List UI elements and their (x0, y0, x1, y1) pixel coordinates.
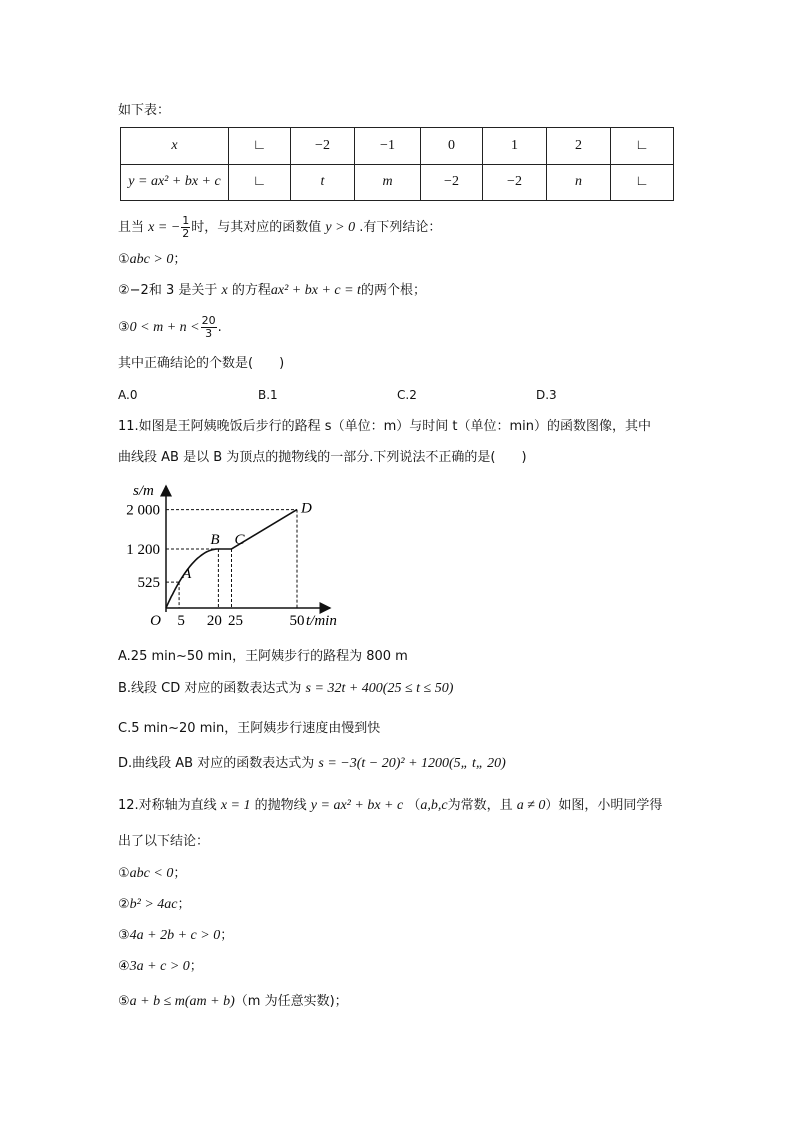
q12-stem-line-1 (118, 797, 662, 815)
text: （ (407, 798, 421, 813)
q10-option-a: A.0 (118, 388, 138, 402)
table-cell: m (355, 164, 421, 201)
circled-number: ② (118, 897, 130, 912)
fraction-denominator: 2 (182, 227, 190, 240)
circled-number: ① (118, 252, 130, 267)
x-tick-label: 5 (177, 613, 185, 628)
point-label: C (234, 531, 245, 548)
q10-statement-3 (118, 315, 222, 340)
x-tick-label: 25 (228, 613, 243, 628)
text: ； (189, 959, 203, 974)
q10-option-d: D.3 (536, 388, 557, 402)
text: −2和 3 是关于 (129, 283, 218, 298)
math: 3a + c > 0 (129, 959, 190, 974)
math: x = 1 (220, 798, 251, 813)
q10-statement-2 (118, 282, 426, 300)
math: abc > 0 (129, 252, 174, 267)
math: 4a + 2b + c > 0 (129, 928, 221, 943)
text: 时，与其对应的函数值 (191, 220, 322, 235)
table-row (121, 164, 674, 201)
text: ； (220, 928, 234, 943)
fraction (201, 315, 217, 340)
text: 12.对称轴为直线 (118, 798, 217, 813)
y-tick-label: 525 (137, 575, 160, 592)
value-table (120, 127, 674, 201)
fraction-denominator: 3 (205, 327, 213, 340)
text: 且当 (118, 220, 145, 235)
circled-number: ③ (118, 928, 130, 943)
text: 的方程 (231, 283, 271, 298)
q10-option-b: B.1 (258, 388, 278, 402)
text: .有下列结论： (359, 220, 442, 235)
text: 的两个根； (360, 283, 426, 298)
q10-condition (118, 215, 441, 240)
text: ）如图，小明同学得 (545, 798, 663, 813)
q11-option-d (118, 755, 506, 773)
intro-text: 如下表： (118, 103, 171, 118)
point-label: A (182, 566, 192, 583)
table-cell: x (121, 128, 229, 165)
q12-conclusion-2 (118, 896, 191, 914)
circled-number: ⑤ (118, 994, 130, 1009)
text: D.曲线段 AB 对应的函数表达式为 (118, 756, 315, 771)
y-tick-label: 2 000 (126, 502, 160, 519)
distance-curve (166, 510, 297, 608)
q12-stem-line-2: 出了以下结论： (118, 834, 210, 849)
math: a ≠ 0 (516, 798, 546, 813)
fraction (181, 215, 190, 240)
fraction-numerator: 20 (201, 314, 216, 327)
math: x (221, 283, 228, 298)
table-cell: −1 (355, 128, 421, 165)
table-cell: −2 (483, 164, 547, 201)
q10-question: 其中正确结论的个数是( ) (118, 356, 285, 371)
table-cell: −2 (291, 128, 355, 165)
math: s = 32t + 400(25 ≤ t ≤ 50) (305, 681, 454, 696)
q12-conclusion-3 (118, 927, 233, 945)
math: x = − (148, 220, 181, 235)
math: b² > 4ac (129, 897, 178, 912)
q11-stem-line-2: 曲线段 AB 是以 B 为顶点的抛物线的一部分.下列说法不正确的是( ) (118, 450, 527, 465)
text: B.线段 CD 对应的函数表达式为 (118, 681, 302, 696)
circled-number: ① (118, 866, 130, 881)
table-cell: y = ax² + bx + c (121, 164, 229, 201)
table-row (121, 128, 674, 165)
x-tick-label: 20 (206, 613, 222, 628)
math: y > 0 (325, 220, 356, 235)
table-cell: 1 (483, 128, 547, 165)
math: s = −3(t − 20)² + 1200(5„ t„ 20) (318, 756, 506, 771)
q11-option-b (118, 680, 453, 698)
origin-label: O (150, 613, 161, 628)
table-cell: n (547, 164, 611, 201)
table-cell: ∟ (229, 164, 291, 201)
text: ； (173, 252, 187, 267)
text: ； (177, 897, 191, 912)
text: 的抛物线 (254, 798, 307, 813)
y-axis-label: s/m (133, 483, 154, 499)
x-axis-label: t/min (306, 613, 337, 628)
fraction-numerator: 1 (182, 214, 190, 227)
q12-conclusion-5 (118, 993, 348, 1011)
point-label: B (210, 531, 220, 548)
x-tick-label: 50 (289, 613, 305, 628)
text: 为常数，且 (447, 798, 513, 813)
q10-statement-1 (118, 251, 186, 269)
circled-number: ② (118, 283, 130, 298)
math: a,b,c (420, 798, 448, 813)
table-cell: t (291, 164, 355, 201)
text: . (217, 320, 222, 335)
point-label: D (301, 500, 312, 517)
math: 0 < m + n < (129, 320, 200, 335)
math: y = ax² + bx + c (310, 798, 404, 813)
q11-option-a: A.25 min~50 min，王阿姨步行的路程为 800 m (118, 649, 408, 664)
table-cell: ∟ (229, 128, 291, 165)
table-cell: −2 (421, 164, 483, 201)
guide-lines (166, 510, 297, 608)
circled-number: ③ (118, 320, 130, 335)
circled-number: ④ (118, 959, 130, 974)
q11-stem-line-1: 11.如图是王阿姨晚饭后步行的路程 s（单位：m）与时间 t（单位：min）的函数图像，其中 (118, 419, 651, 434)
text: ； (173, 866, 187, 881)
q12-conclusion-1 (118, 865, 186, 883)
q12-conclusion-4 (118, 958, 203, 976)
text: （m 为任意实数)； (234, 994, 348, 1009)
q11-option-c: C.5 min~20 min，王阿姨步行速度由慢到快 (118, 721, 381, 736)
table-cell: 2 (547, 128, 611, 165)
table-cell: 0 (421, 128, 483, 165)
table-cell: ∟ (611, 128, 674, 165)
y-tick-label: 1 200 (126, 541, 160, 558)
table-cell: ∟ (611, 164, 674, 201)
math: ax² + bx + c = t (270, 283, 361, 298)
math: abc < 0 (129, 866, 174, 881)
walking-distance-graph (115, 478, 365, 628)
q10-option-c: C.2 (397, 388, 417, 402)
math: a + b ≤ m(am + b) (129, 994, 235, 1009)
